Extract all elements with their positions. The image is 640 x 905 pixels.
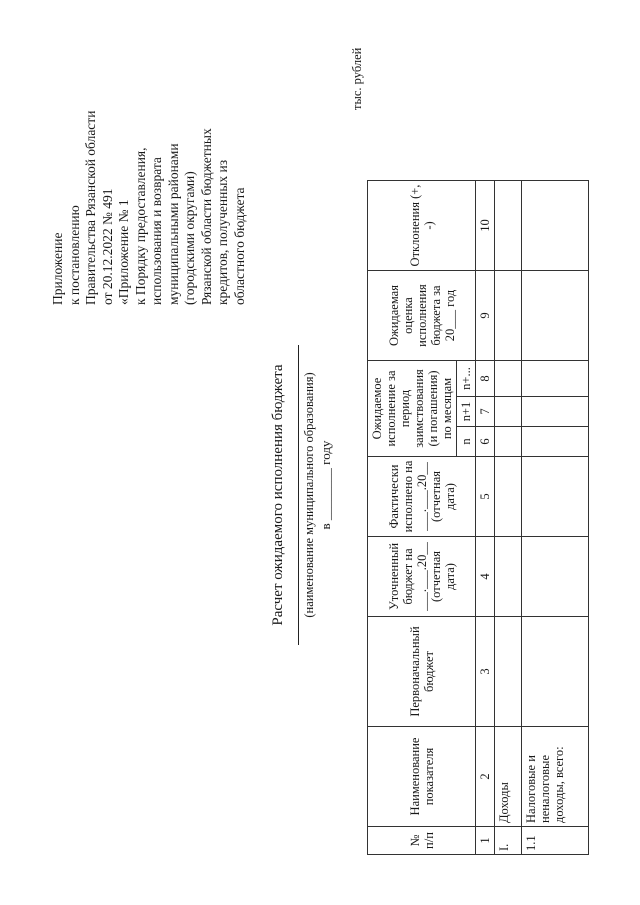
table-cell xyxy=(495,397,522,427)
header-deviation: Отклонения (+, -) xyxy=(368,181,476,271)
table-cell xyxy=(522,537,589,617)
header-estimate: Ожидаемая оценка исполнения бюджета за 20___ год xyxy=(368,271,476,361)
col-number: 1 xyxy=(476,827,495,855)
appendix-line: к Порядку предоставления, xyxy=(132,147,148,305)
header-initial: Первоначальный бюджет xyxy=(368,617,476,727)
table-cell xyxy=(522,181,589,271)
table-header-row xyxy=(368,181,457,855)
table-row xyxy=(522,181,589,855)
table-cell xyxy=(495,537,522,617)
appendix-line: использования и возврата xyxy=(149,157,164,305)
col-number: 3 xyxy=(476,617,495,727)
header-num: № п/п xyxy=(368,827,476,855)
appendix-line: к постановлению xyxy=(66,205,82,305)
budget-table xyxy=(367,180,589,855)
col-number: 5 xyxy=(476,457,495,537)
row-num: 1.1 xyxy=(522,827,589,855)
municipality-caption: (наименование муниципального образования) xyxy=(302,372,316,618)
row-name: Доходы xyxy=(495,727,522,827)
table-cell xyxy=(522,361,589,397)
appendix-line: Правительства Рязанской области xyxy=(83,110,98,305)
appendix-line: областного бюджета xyxy=(231,187,247,305)
table-cell xyxy=(522,427,589,457)
table-cell xyxy=(495,427,522,457)
col-number: 7 xyxy=(476,397,495,427)
table-cell xyxy=(522,271,589,361)
col-number: 6 xyxy=(476,427,495,457)
header-n1: n+1 xyxy=(457,397,476,427)
appendix-header xyxy=(50,111,248,305)
appendix-line: от 20.12.2022 № 491 xyxy=(99,188,115,305)
table-cell xyxy=(495,361,522,397)
document-title: Расчет ожидаемого исполнения бюджета xyxy=(270,364,286,626)
header-actual: Фактически исполнено на ___.___.20__ (отчетная дата) xyxy=(368,457,476,537)
col-number: 4 xyxy=(476,537,495,617)
col-number: 2 xyxy=(476,727,495,827)
appendix-line: кредитов, полученных из xyxy=(215,159,230,305)
header-expected: Ожидаемое исполнение за период заимствования (и погашения) по месяцам xyxy=(368,361,457,457)
col-number: 9 xyxy=(476,271,495,361)
table-cell xyxy=(495,457,522,537)
header-n: n xyxy=(457,427,476,457)
row-name: Налоговые и неналоговые доходы, всего: xyxy=(522,727,589,827)
appendix-line: «Приложение № 1 xyxy=(116,199,131,305)
row-num: I. xyxy=(495,827,522,855)
header-n2: n+... xyxy=(457,361,476,397)
table-cell xyxy=(495,181,522,271)
header-refined: Уточненный бюджет на ___.___.20__ (отчетная дата) xyxy=(368,537,476,617)
table-cell xyxy=(522,457,589,537)
table-cell xyxy=(495,271,522,361)
header-name: Наименование показателя xyxy=(368,727,476,827)
units-label: тыс. рублей xyxy=(350,47,364,110)
table-row xyxy=(495,181,522,855)
year-line: в ________ году xyxy=(318,440,333,530)
col-number: 8 xyxy=(476,361,495,397)
table-cell xyxy=(522,397,589,427)
appendix-line: Рязанской области бюджетных xyxy=(198,128,214,305)
appendix-line: муниципальными районами xyxy=(165,143,181,305)
column-number-row xyxy=(476,181,495,855)
table-cell xyxy=(522,617,589,727)
municipality-blank-line xyxy=(298,345,299,645)
table-cell xyxy=(495,617,522,727)
appendix-line: Приложение xyxy=(50,232,65,305)
appendix-line: (городскими округами) xyxy=(182,171,197,305)
col-number: 10 xyxy=(476,181,495,271)
